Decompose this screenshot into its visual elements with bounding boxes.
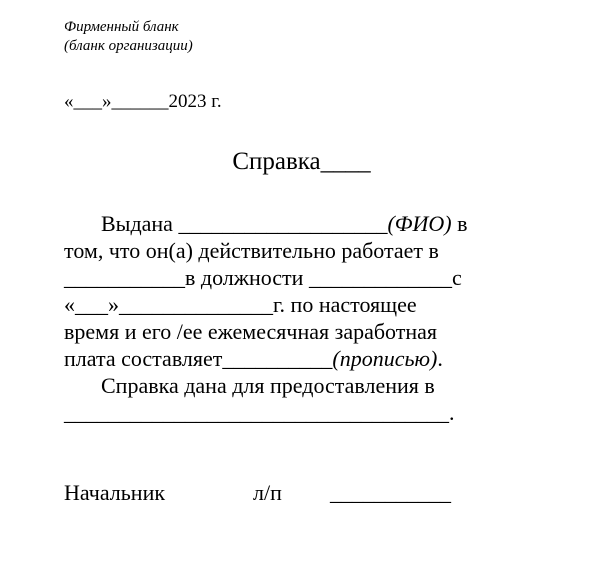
body-line-2: том, что он(а) действительно работает в bbox=[64, 238, 439, 263]
date-line: «___»______2023 г. bbox=[64, 91, 222, 112]
signature-lp: л/п bbox=[253, 480, 282, 505]
body-line-3: ___________в должности _____________с bbox=[64, 265, 462, 290]
body-line-4: «___»______________г. по настоящее bbox=[64, 292, 417, 317]
letterhead-note bbox=[64, 18, 193, 56]
signature-line: ___________ bbox=[330, 480, 451, 505]
fio-label: (ФИО) bbox=[387, 211, 452, 236]
body-line-1-end: в bbox=[451, 211, 468, 236]
body-line-6-text: плата составляет__________ bbox=[64, 346, 333, 371]
body-line-6-end: . bbox=[437, 346, 443, 371]
document-body bbox=[64, 210, 544, 426]
body-line-1 bbox=[64, 210, 544, 237]
document-title: Справка____ bbox=[232, 148, 371, 175]
body-line-5: время и его /ее ежемесячная заработная bbox=[64, 319, 438, 344]
in-words-label: (прописью) bbox=[332, 346, 438, 371]
body-line-1-text: Выдана ___________________ bbox=[101, 211, 388, 236]
body-line-7: Справка дана для предоставления в bbox=[101, 373, 435, 398]
body-line-6 bbox=[64, 345, 544, 372]
letterhead-line-1: Фирменный бланк bbox=[64, 19, 179, 35]
letterhead-line-2: (бланк организации) bbox=[64, 38, 193, 54]
body-line-8: ___________________________________. bbox=[64, 400, 455, 425]
signature-position: Начальник bbox=[64, 480, 166, 505]
